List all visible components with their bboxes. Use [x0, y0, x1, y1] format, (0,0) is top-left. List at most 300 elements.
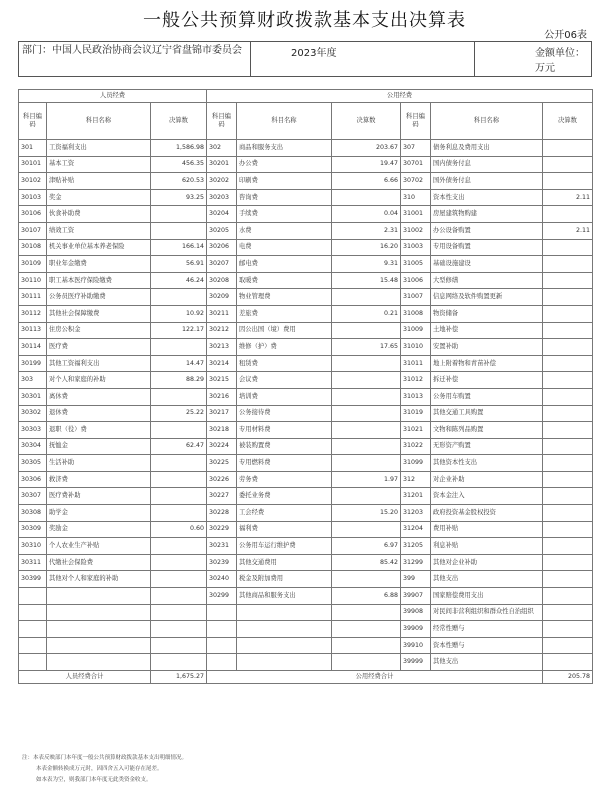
subject-code: 30227	[207, 488, 237, 505]
subject-name: 经常性赠与	[431, 621, 543, 638]
subject-code: 39909	[401, 621, 431, 638]
amount-value	[151, 588, 207, 605]
subject-code: 30208	[207, 272, 237, 289]
table-row	[19, 455, 593, 472]
footnote: 注：本表反映部门本年度一般公共预算财政拨款基本支出明细情况。	[22, 755, 188, 761]
subject-code: 30112	[19, 305, 47, 322]
subject-name: 抚恤金	[47, 438, 151, 455]
amount-value: 25.22	[151, 405, 207, 422]
amount-value	[543, 488, 593, 505]
subject-name: 劳务费	[237, 471, 332, 488]
subject-name: 助学金	[47, 505, 151, 522]
amount-value	[543, 521, 593, 538]
subject-code: 30307	[19, 488, 47, 505]
amount-value	[543, 505, 593, 522]
subject-code: 30201	[207, 156, 237, 173]
amount-value: 620.53	[151, 173, 207, 190]
subject-name	[47, 604, 151, 621]
subject-name: 费用补贴	[431, 521, 543, 538]
public-total-value: 205.78	[543, 671, 593, 684]
subject-code: 31203	[401, 505, 431, 522]
subject-code: 30301	[19, 388, 47, 405]
subject-name: 咨询费	[237, 189, 332, 206]
footnotes	[22, 753, 187, 786]
amount-value	[151, 388, 207, 405]
subject-name: 安置补助	[431, 339, 543, 356]
subject-name	[47, 654, 151, 671]
subject-name	[237, 637, 332, 654]
subject-name: 电费	[237, 239, 332, 256]
subject-code: 30310	[19, 538, 47, 555]
subject-name: 其他支出	[431, 571, 543, 588]
subject-name: 伙食补助费	[47, 206, 151, 223]
amount-value	[543, 272, 593, 289]
amount-value	[332, 654, 401, 671]
personnel-total-value: 1,675.27	[151, 671, 207, 684]
amount-value: 16.20	[332, 239, 401, 256]
amount-value	[151, 471, 207, 488]
subject-code: 31019	[401, 405, 431, 422]
subject-code: 310	[401, 189, 431, 206]
subject-name: 奖励金	[47, 521, 151, 538]
subject-code: 30205	[207, 222, 237, 239]
amount-value	[332, 422, 401, 439]
subject-code: 302	[207, 140, 237, 157]
table-row	[19, 256, 593, 273]
amount-value	[543, 140, 593, 157]
subject-name: 代缴社会保险费	[47, 554, 151, 571]
subject-name: 个人农业生产补贴	[47, 538, 151, 555]
amount-value	[543, 438, 593, 455]
amount-value	[543, 372, 593, 389]
subject-code: 30101	[19, 156, 47, 173]
subject-code: 30111	[19, 289, 47, 306]
subject-code: 31022	[401, 438, 431, 455]
table-row	[19, 405, 593, 422]
subject-code: 30218	[207, 422, 237, 439]
footnote: 本表金额转换成万元时，因四舍五入可能存在尾差。	[36, 766, 163, 772]
table-row	[19, 239, 593, 256]
subject-code: 301	[19, 140, 47, 157]
subject-code: 39908	[401, 604, 431, 621]
amount-value: 56.91	[151, 256, 207, 273]
amount-value	[543, 637, 593, 654]
table-row	[19, 289, 593, 306]
amount-value: 0.60	[151, 521, 207, 538]
totals-row	[19, 671, 593, 684]
subject-code: 30304	[19, 438, 47, 455]
subject-name: 公务接待费	[237, 405, 332, 422]
table-row	[19, 554, 593, 571]
subject-code: 30399	[19, 571, 47, 588]
subject-code: 31099	[401, 455, 431, 472]
public-total-label: 公用经费合计	[207, 671, 543, 684]
subject-name: 对个人和家庭的补助	[47, 372, 151, 389]
amount-value	[543, 471, 593, 488]
subject-code: 30109	[19, 256, 47, 273]
page-title: 一般公共预算财政拨款基本支出决算表	[143, 10, 466, 31]
subject-name: 其他对企业补助	[431, 554, 543, 571]
subject-code: 30203	[207, 189, 237, 206]
table-row	[19, 637, 593, 654]
amount-value: 19.47	[332, 156, 401, 173]
subject-name: 救济费	[47, 471, 151, 488]
subject-code: 31003	[401, 239, 431, 256]
subject-code: 30229	[207, 521, 237, 538]
subject-code: 30108	[19, 239, 47, 256]
subject-name	[47, 621, 151, 638]
subject-code	[207, 621, 237, 638]
amount-value: 6.66	[332, 173, 401, 190]
subject-code: 30215	[207, 372, 237, 389]
subject-name	[237, 621, 332, 638]
subject-name: 差旅费	[237, 305, 332, 322]
subject-code: 30308	[19, 505, 47, 522]
amount-value	[543, 239, 593, 256]
subject-code	[19, 637, 47, 654]
subject-name: 物资储备	[431, 305, 543, 322]
amount-value: 85.42	[332, 554, 401, 571]
subject-name: 对企业补助	[431, 471, 543, 488]
subject-name: 物业管理费	[237, 289, 332, 306]
subject-code: 39999	[401, 654, 431, 671]
subject-code: 30212	[207, 322, 237, 339]
subject-code: 30106	[19, 206, 47, 223]
amount-value: 15.48	[332, 272, 401, 289]
form-number: 公开06表	[544, 30, 587, 41]
footnote: 如本表为空，则我部门本年度无此类资金收支。	[36, 777, 152, 783]
table-row	[19, 621, 593, 638]
subject-code: 30239	[207, 554, 237, 571]
subject-name: 办公设备购置	[431, 222, 543, 239]
name-header: 科目名称	[237, 103, 332, 140]
amount-value	[543, 554, 593, 571]
subject-name: 租赁费	[237, 355, 332, 372]
code-header: 科目编码	[401, 103, 431, 140]
table-row	[19, 206, 593, 223]
subject-code	[207, 604, 237, 621]
subject-name: 资本金注入	[431, 488, 543, 505]
subject-name: 资本性支出	[431, 189, 543, 206]
subject-name: 其他交通费用	[237, 554, 332, 571]
subject-code: 30110	[19, 272, 47, 289]
subject-name: 大型修缮	[431, 272, 543, 289]
amount-value	[332, 189, 401, 206]
subject-code: 31013	[401, 388, 431, 405]
amount-value	[543, 256, 593, 273]
subject-name: 被装购置费	[237, 438, 332, 455]
subject-name: 土地补偿	[431, 322, 543, 339]
public-group-header: 公用经费	[207, 90, 593, 103]
amount-value	[332, 521, 401, 538]
subject-name: 政府投资基金股权投资	[431, 505, 543, 522]
subject-name: 资本性赠与	[431, 637, 543, 654]
subject-code: 30226	[207, 471, 237, 488]
amount-value	[543, 289, 593, 306]
subject-code: 30113	[19, 322, 47, 339]
amount-value	[151, 637, 207, 654]
amount-value	[151, 488, 207, 505]
amount-value: 203.67	[332, 140, 401, 157]
amount-value: 2.31	[332, 222, 401, 239]
table-row	[19, 322, 593, 339]
subject-name: 房屋建筑物购建	[431, 206, 543, 223]
subject-name: 机关事业单位基本养老保险	[47, 239, 151, 256]
amount-value	[543, 604, 593, 621]
table-row	[19, 588, 593, 605]
table-row	[19, 438, 593, 455]
subject-code	[19, 654, 47, 671]
amount-value: 15.20	[332, 505, 401, 522]
subject-name: 专用材料费	[237, 422, 332, 439]
name-header: 科目名称	[431, 103, 543, 140]
subject-code: 30102	[19, 173, 47, 190]
amount-value	[543, 422, 593, 439]
subject-name: 印刷费	[237, 173, 332, 190]
subject-name: 职工基本医疗保险缴费	[47, 272, 151, 289]
subject-code: 30199	[19, 355, 47, 372]
table-row	[19, 222, 593, 239]
amount-value	[151, 455, 207, 472]
subject-name: 培训费	[237, 388, 332, 405]
amount-value: 122.17	[151, 322, 207, 339]
amount-value: 88.29	[151, 372, 207, 389]
subject-code: 30299	[207, 588, 237, 605]
subject-code: 31205	[401, 538, 431, 555]
code-header: 科目编码	[19, 103, 47, 140]
subject-code: 30224	[207, 438, 237, 455]
table-row	[19, 189, 593, 206]
amount-value	[543, 621, 593, 638]
amount-value: 2.11	[543, 189, 593, 206]
table-row	[19, 571, 593, 588]
table-row	[19, 488, 593, 505]
amount-value: 1.97	[332, 471, 401, 488]
amount-header: 决算数	[151, 103, 207, 140]
amount-value	[151, 538, 207, 555]
subject-code: 30206	[207, 239, 237, 256]
table-row	[19, 140, 593, 157]
department-label: 部门：中国人民政治协商会议辽宁省盘锦市委员会	[19, 42, 251, 76]
subject-code: 30217	[207, 405, 237, 422]
subject-code: 30204	[207, 206, 237, 223]
amount-value	[543, 588, 593, 605]
table-row	[19, 339, 593, 356]
amount-value	[151, 654, 207, 671]
name-header: 科目名称	[47, 103, 151, 140]
subject-name: 商品和服务支出	[237, 140, 332, 157]
table-row	[19, 355, 593, 372]
subject-name: 手续费	[237, 206, 332, 223]
subject-name: 福利费	[237, 521, 332, 538]
amount-value	[543, 388, 593, 405]
subject-name	[237, 654, 332, 671]
amount-value	[151, 604, 207, 621]
amount-value: 1,586.98	[151, 140, 207, 157]
amount-header: 决算数	[543, 103, 593, 140]
subject-name: 住房公积金	[47, 322, 151, 339]
subject-name: 委托业务费	[237, 488, 332, 505]
amount-value: 6.97	[332, 538, 401, 555]
amount-value	[543, 455, 593, 472]
subject-code: 31204	[401, 521, 431, 538]
subject-name: 水费	[237, 222, 332, 239]
subject-name: 信息网络及软件购置更新	[431, 289, 543, 306]
subject-name: 拆迁补偿	[431, 372, 543, 389]
table-row	[19, 521, 593, 538]
amount-value: 93.25	[151, 189, 207, 206]
amount-value	[543, 538, 593, 555]
subject-code: 399	[401, 571, 431, 588]
subject-name: 会议费	[237, 372, 332, 389]
subject-code: 30303	[19, 422, 47, 439]
amount-value: 17.65	[332, 339, 401, 356]
amount-value	[151, 222, 207, 239]
amount-value	[151, 505, 207, 522]
table-row	[19, 654, 593, 671]
subject-name: 其他对个人和家庭的补助	[47, 571, 151, 588]
subject-name: 基础设施建设	[431, 256, 543, 273]
subject-name: 退休费	[47, 405, 151, 422]
subject-name: 其他商品和服务支出	[237, 588, 332, 605]
amount-value: 10.92	[151, 305, 207, 322]
amount-value	[543, 305, 593, 322]
subject-code: 31001	[401, 206, 431, 223]
amount-value	[151, 339, 207, 356]
amount-value: 46.24	[151, 272, 207, 289]
column-header-row	[19, 103, 593, 140]
subject-name: 津贴补贴	[47, 173, 151, 190]
subject-code: 31002	[401, 222, 431, 239]
subject-code: 31009	[401, 322, 431, 339]
amount-value	[332, 488, 401, 505]
amount-value	[543, 405, 593, 422]
subject-name: 公务用车运行维护费	[237, 538, 332, 555]
subject-name: 专用燃料费	[237, 455, 332, 472]
amount-value	[332, 571, 401, 588]
subject-code: 30702	[401, 173, 431, 190]
subject-name: 专用设备购置	[431, 239, 543, 256]
amount-value: 6.88	[332, 588, 401, 605]
subject-code: 30209	[207, 289, 237, 306]
subject-name: 税金及附加费用	[237, 571, 332, 588]
amount-value	[151, 571, 207, 588]
amount-value	[151, 422, 207, 439]
subject-code: 30225	[207, 455, 237, 472]
subject-code: 30240	[207, 571, 237, 588]
table-row	[19, 305, 593, 322]
subject-name: 无形资产购置	[431, 438, 543, 455]
amount-value	[543, 654, 593, 671]
subject-code: 303	[19, 372, 47, 389]
subject-code: 30231	[207, 538, 237, 555]
subject-code: 30211	[207, 305, 237, 322]
amount-value	[332, 388, 401, 405]
subject-code: 31021	[401, 422, 431, 439]
amount-value	[332, 289, 401, 306]
amount-value	[543, 173, 593, 190]
table-row	[19, 471, 593, 488]
subject-name: 工会经费	[237, 505, 332, 522]
subject-code: 31012	[401, 372, 431, 389]
subject-name: 生活补助	[47, 455, 151, 472]
amount-value: 14.47	[151, 355, 207, 372]
table-row	[19, 538, 593, 555]
subject-code: 30214	[207, 355, 237, 372]
subject-name: 国家赔偿费用支出	[431, 588, 543, 605]
subject-code: 30213	[207, 339, 237, 356]
subject-code: 31299	[401, 554, 431, 571]
amount-value	[151, 554, 207, 571]
amount-value	[543, 355, 593, 372]
subject-code: 30302	[19, 405, 47, 422]
subject-code: 30311	[19, 554, 47, 571]
subject-code: 30306	[19, 471, 47, 488]
subject-code: 31201	[401, 488, 431, 505]
amount-value: 9.31	[332, 256, 401, 273]
subject-code	[19, 588, 47, 605]
subject-name: 维修（护）费	[237, 339, 332, 356]
subject-name: 基本工资	[47, 156, 151, 173]
table-row	[19, 173, 593, 190]
subject-name: 对民间非营利组织和群众性自治组织	[431, 604, 543, 621]
subject-name: 工资福利支出	[47, 140, 151, 157]
personnel-group-header: 人员经费	[19, 90, 207, 103]
table-row	[19, 388, 593, 405]
subject-name: 公务用车购置	[431, 388, 543, 405]
subject-code: 31011	[401, 355, 431, 372]
subject-name: 职业年金缴费	[47, 256, 151, 273]
subject-name: 退职（役）费	[47, 422, 151, 439]
amount-value: 62.47	[151, 438, 207, 455]
subject-code: 39910	[401, 637, 431, 654]
table-row	[19, 422, 593, 439]
subject-name: 公务员医疗补助缴费	[47, 289, 151, 306]
subject-code: 30107	[19, 222, 47, 239]
amount-value	[151, 289, 207, 306]
subject-code	[207, 654, 237, 671]
amount-value	[332, 455, 401, 472]
subject-name: 其他交通工具购置	[431, 405, 543, 422]
subject-code: 30207	[207, 256, 237, 273]
subject-name: 取暖费	[237, 272, 332, 289]
amount-value	[543, 156, 593, 173]
amount-value	[332, 621, 401, 638]
amount-value	[332, 637, 401, 654]
subject-code: 30114	[19, 339, 47, 356]
amount-value	[151, 206, 207, 223]
subject-name: 离休费	[47, 388, 151, 405]
amount-value: 0.21	[332, 305, 401, 322]
amount-value	[543, 322, 593, 339]
subject-name	[47, 588, 151, 605]
subject-name: 奖金	[47, 189, 151, 206]
amount-value	[543, 339, 593, 356]
subject-code: 31008	[401, 305, 431, 322]
subject-name: 其他支出	[431, 654, 543, 671]
subject-code: 30305	[19, 455, 47, 472]
group-header-row	[19, 90, 593, 103]
subject-code: 30701	[401, 156, 431, 173]
subject-code: 31006	[401, 272, 431, 289]
unit-label: 金额单位：万元	[535, 48, 585, 74]
amount-value	[543, 206, 593, 223]
subject-name: 办公费	[237, 156, 332, 173]
amount-value	[332, 604, 401, 621]
amount-value: 456.35	[151, 156, 207, 173]
subject-code: 30228	[207, 505, 237, 522]
subject-code: 307	[401, 140, 431, 157]
